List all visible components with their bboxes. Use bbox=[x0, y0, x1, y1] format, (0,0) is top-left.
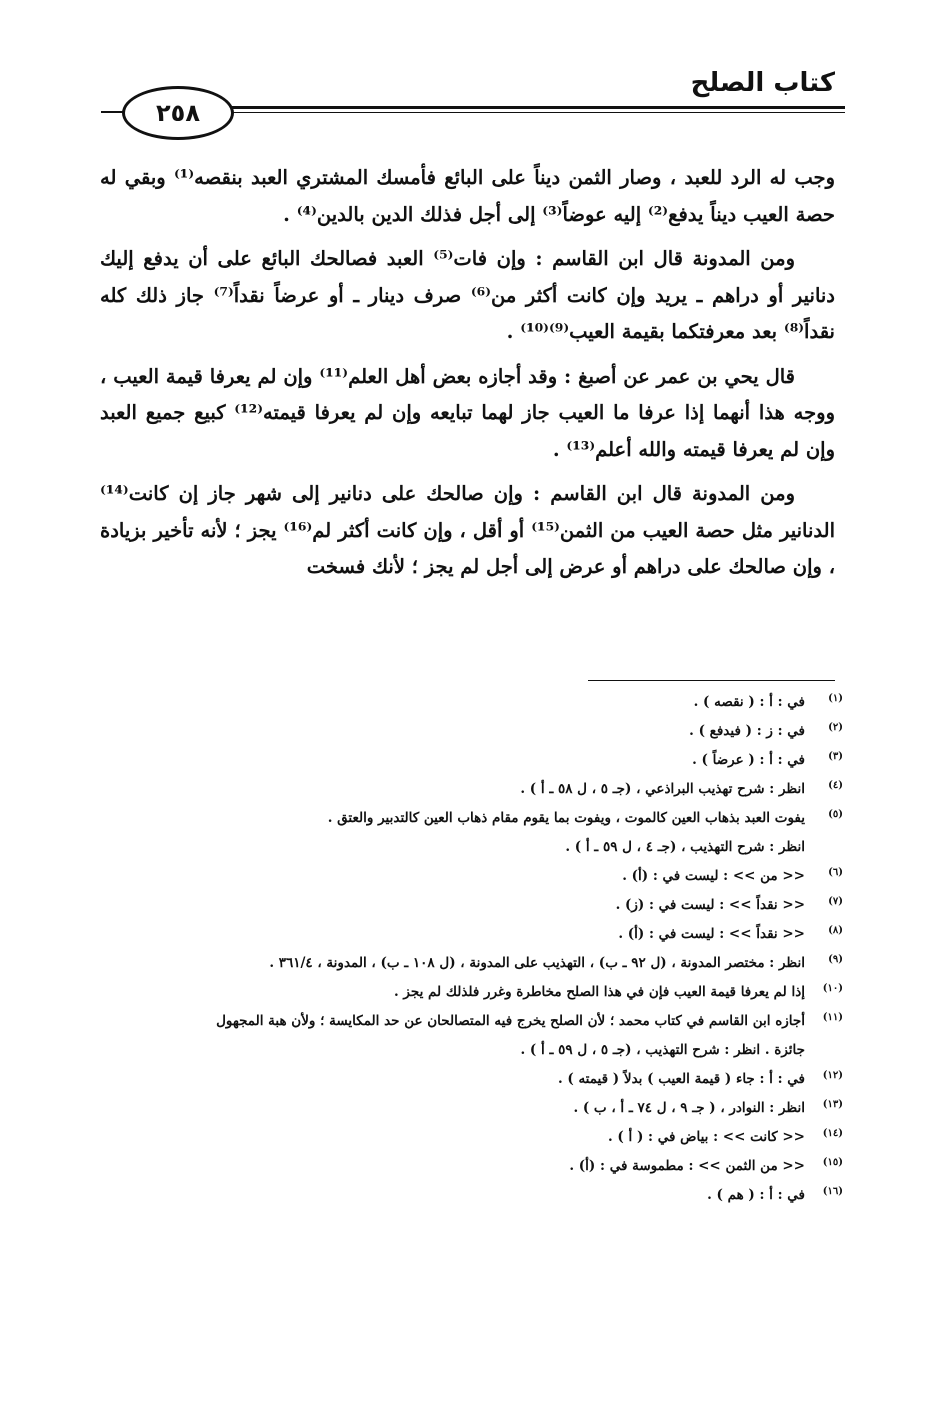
footnote bbox=[100, 949, 845, 978]
footnote-number: (١٤) bbox=[822, 1128, 843, 1139]
footnotes bbox=[100, 688, 845, 1210]
footnote bbox=[100, 920, 845, 949]
footnote-number: (٥) bbox=[828, 809, 843, 820]
footnote-text: << من >> : ليست في : (أ) . bbox=[622, 868, 805, 884]
footnote-number: (١٢) bbox=[822, 1070, 843, 1081]
main-text bbox=[100, 160, 835, 594]
footnote-number: (٦) bbox=[828, 867, 843, 878]
footnote-number: (٣) bbox=[828, 751, 843, 762]
paragraph: وجب له الرد للعبد ، وصار الثمن ديناً على البائع فأمسك المشتري العبد بنقصه⁽¹⁾ وبقي له حصة العيب ديناً يدفع⁽²⁾ إليه عوضاً⁽³⁾ إلى أجل فذلك الدين بالدين⁽⁴⁾ . bbox=[100, 166, 835, 226]
paragraph: ومن المدونة قال ابن القاسم : وإن صالحك على دنانير إلى شهر جاز إن كانت⁽¹⁴⁾ الدنانير مثل حصة العيب من الثمن⁽¹⁵⁾ أو أقل ، وإن كانت أكثر لم⁽¹⁶⁾ يجز ؛ لأنه تأخير بزيادة ، وإن صالحك على دراهم أو عرض إلى أجل لم يجز ؛ لأنك فسخت bbox=[100, 482, 835, 578]
footnote-number: (٨) bbox=[828, 925, 843, 936]
footnote-text: في : أ : جاء ( قيمة العيب ) بدلاً ( قيمته ) . bbox=[557, 1071, 805, 1087]
footnote-number: (١٥) bbox=[822, 1157, 843, 1168]
page-number: ٢٥٨ bbox=[122, 86, 234, 140]
footnote bbox=[100, 717, 845, 746]
footnote-text: << نقداً >> : ليست في : (أ) . bbox=[618, 926, 805, 942]
footnote bbox=[100, 1094, 845, 1123]
footnote bbox=[100, 1152, 845, 1181]
footnote-number: (٧) bbox=[828, 896, 843, 907]
footnote bbox=[100, 891, 845, 920]
header-rule-thin bbox=[200, 112, 845, 113]
footnote-number: (٤) bbox=[828, 780, 843, 791]
footnote-continuation: انظر : شرح التهذيب ، (جـ ٤ ، ل ٥٩ ـ أ ) . bbox=[565, 839, 805, 855]
footnote-number: (١١) bbox=[822, 1012, 843, 1023]
footnote-text: إذا لم يعرفا قيمة العيب فإن في هذا الصلح مخاطرة وغرر فلذلك لم يجز . bbox=[394, 984, 805, 1000]
footnote-number: (٩) bbox=[828, 954, 843, 965]
footnote-text: في : ز : ( فيدفع ) . bbox=[689, 723, 805, 739]
footnote-number: (٢) bbox=[828, 722, 843, 733]
footnote bbox=[100, 746, 845, 775]
footnote-text: << من الثمن >> : مطموسة في : (أ) . bbox=[569, 1158, 805, 1174]
footnote-text: انظر : مختصر المدونة ، (ل ٩٢ ـ ب) ، التهذيب على المدونة ، (ل ١٠٨ ـ ب) ، المدونة ، ٣٦١/٤ . bbox=[269, 955, 805, 971]
footnote-text: أجازه ابن القاسم في كتاب محمد ؛ لأن الصلح يخرج فيه المتصالحان عن حد المكايسة ؛ ولأن هبة المجهول bbox=[216, 1013, 805, 1029]
page-header bbox=[100, 68, 845, 128]
footnote-number: (١٦) bbox=[822, 1186, 843, 1197]
footnote-text: يفوت العبد بذهاب العين كالموت ، ويفوت بما يقوم مقام ذهاب العين كالتدبير والعتق . bbox=[327, 810, 805, 826]
footnote bbox=[100, 862, 845, 891]
footnote bbox=[100, 1123, 845, 1152]
footnote-number: (١٠) bbox=[822, 983, 843, 994]
footnote bbox=[100, 688, 845, 717]
footnote bbox=[100, 1065, 845, 1094]
footnote bbox=[100, 804, 845, 862]
book-title: كتاب الصلح bbox=[690, 68, 835, 98]
footnote-number: (١) bbox=[828, 693, 843, 704]
footnote-continuation: جائزة . انظر : شرح التهذيب ، (جـ ٥ ، ل ٥٩ ـ أ ) . bbox=[520, 1042, 805, 1058]
footnote-text: في : أ : ( عرضاً ) . bbox=[692, 752, 805, 768]
footnote-text: انظر : شرح تهذيب البراذعي ، (جـ ٥ ، ل ٥٨ ـ أ ) . bbox=[520, 781, 805, 797]
paragraph: قال يحي بن عمر عن أصبغ : وقد أجازه بعض أهل العلم⁽¹¹⁾ وإن لم يعرفا قيمة العيب ، ووجه هذا أنهما إذا عرفا ما العيب جاز لهما تبايعه وإن لم يعرفا قيمته⁽¹²⁾ كبيع جميع العبد وإن لم يعرفا قيمته والله أعلم⁽¹³⁾ . bbox=[100, 364, 835, 461]
footnote-text: في : أ : ( نقصه ) . bbox=[693, 694, 805, 710]
footnote-text: << كانت >> : بياض في : ( أ ) . bbox=[608, 1129, 805, 1145]
footnote-number: (١٣) bbox=[822, 1099, 843, 1110]
footnote bbox=[100, 1181, 845, 1210]
footnote-separator bbox=[588, 680, 835, 681]
footnote bbox=[100, 978, 845, 1007]
footnote-text: انظر : النوادر ، ( جـ ٩ ، ل ٧٤ ـ أ ، ب ) . bbox=[573, 1100, 805, 1116]
footnote bbox=[100, 1007, 845, 1065]
footnote-text: << نقداً >> : ليست في : (ز) . bbox=[615, 897, 805, 913]
footnote bbox=[100, 775, 845, 804]
footnote-text: في : أ : ( هم ) . bbox=[707, 1187, 805, 1203]
paragraph: ومن المدونة قال ابن القاسم : وإن فات⁽⁵⁾ العبد فصالحك البائع على أن يدفع إليك دنانير أو دراهم ـ يريد وإن كانت أكثر من⁽⁶⁾ صرف دينار ـ أو عرضاً نقداً⁽⁷⁾ جاز ذلك كله نقداً⁽⁸⁾ بعد معرفتكما بقيمة العيب⁽⁹⁾⁽¹⁰⁾ . bbox=[100, 247, 835, 343]
header-rule bbox=[200, 106, 845, 109]
